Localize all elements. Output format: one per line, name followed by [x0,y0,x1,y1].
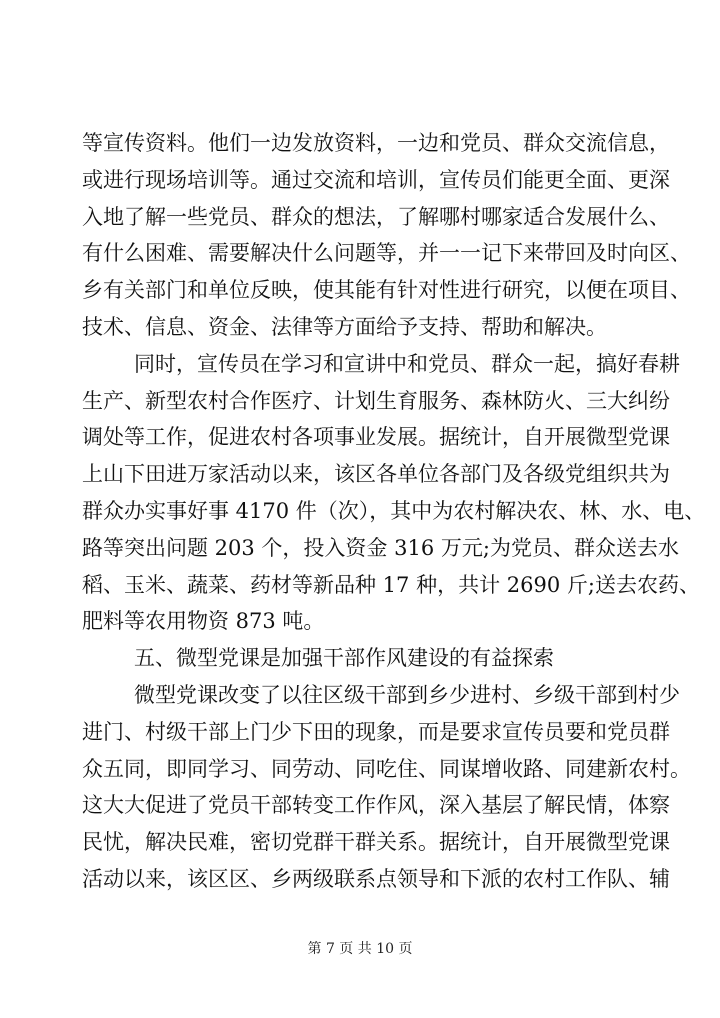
text-line: 或进行现场培训等。通过交流和培训，宣传员们能更全面、更深 [82,167,670,192]
text-line: 路等突出问题 203 个，投入资金 316 万元;为党员、群众送去水 [82,535,679,560]
section-heading: 五、微型党课是加强干部作风建设的有益探索 [134,646,554,671]
text-line: 这大大促进了党员干部转变工作作风，深入基层了解民情，体察 [82,793,670,818]
text-line: 肥料等农用物资 873 吨。 [82,609,325,634]
text-line: 入地了解一些党员、群众的想法，了解哪村哪家适合发展什么、 [82,204,670,229]
text-line: 等宣传资料。他们一边发放资料，一边和党员、群众交流信息， [82,131,670,155]
text-line: 技术、信息、资金、法律等方面给予支持、帮助和解决。 [82,314,607,339]
text-line: 稻、玉米、蔬菜、药材等新品种 17 种，共计 2690 斤;送去农药、 [82,572,700,597]
text-line: 调处等工作，促进农村各项事业发展。据统计，自开展微型党课 [82,425,670,450]
text-line: 乡有关部门和单位反映，使其能有针对性进行研究，以便在项目、 [82,278,691,303]
text-line: 生产、新型农村合作医疗、计划生育服务、森林防火、三大纠纷 [82,388,670,413]
text-line: 活动以来，该区区、乡两级联系点领导和下派的农村工作队、辅 [82,866,670,891]
text-line: 有什么困难、需要解决什么问题等，并一一记下来带回及时向区、 [82,241,691,266]
text-line: 上山下田进万家活动以来，该区各单位各部门及各级党组织共为 [82,462,670,487]
body-text [82,125,706,898]
page-number: 第 7 页 共 10 页 [307,941,413,957]
text-line: 进门、村级干部上门少下田的现象，而是要求宣传员要和党员群 [82,719,670,744]
text-line: 众五同，即同学习、同劳动、同吃住、同谋增收路、同建新农村。 [82,756,691,781]
text-line: 同时，宣传员在学习和宣讲中和党员、群众一起，搞好春耕 [134,351,680,376]
text-line: 微型党课改变了以往区级干部到乡少进村、乡级干部到村少 [134,682,680,707]
text-line: 民忧，解决民难，密切党群干群关系。据统计，自开展微型党课 [82,830,670,855]
text-line: 群众办实事好事 4170 件（次），其中为农村解决农、林、水、电、 [82,498,706,523]
